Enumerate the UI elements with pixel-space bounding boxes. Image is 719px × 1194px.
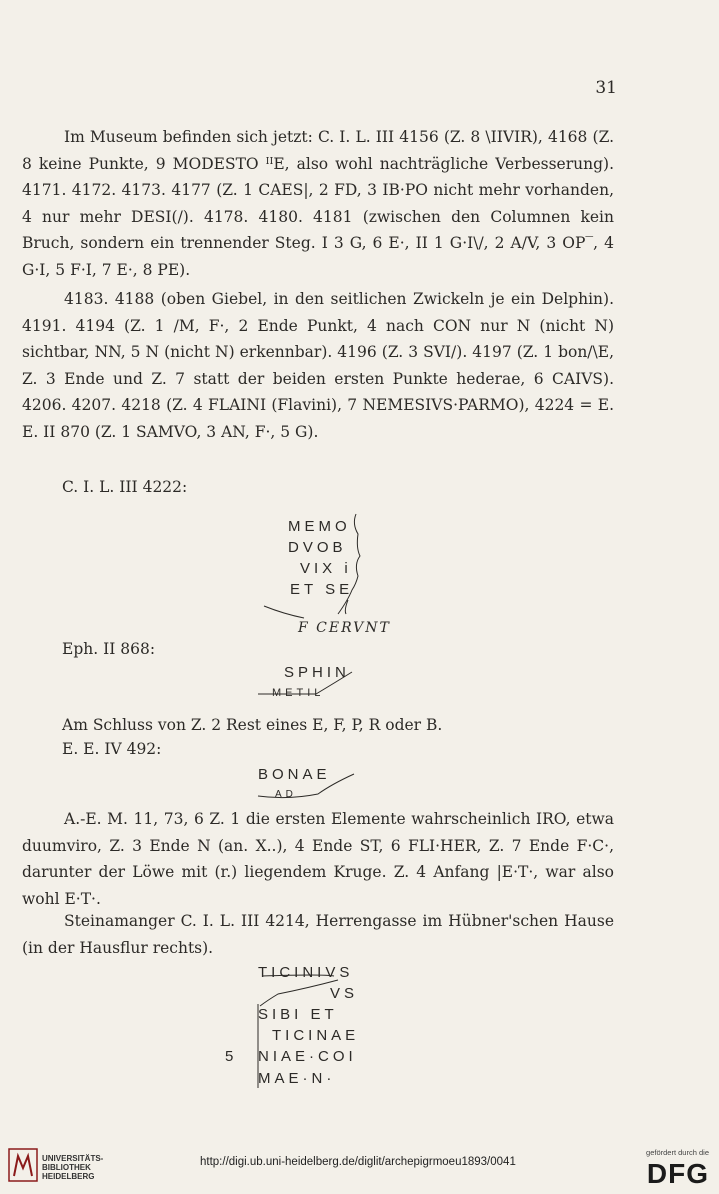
insc4-line: SIBI ET xyxy=(258,1006,338,1023)
dfg-logo: DFG xyxy=(646,1158,709,1189)
insc1-line: MEMO xyxy=(288,518,351,535)
insc1-line: F CERVNT xyxy=(298,620,391,636)
library-name xyxy=(42,1154,103,1181)
insc3-line: AD xyxy=(275,789,297,800)
paragraph-museum: Im Museum befinden sich jetzt: C. I. L. III 4156 (Z. 8 \IIVIR), 4168 (Z. 8 keine Punkte, 9 MODESTO ᴵᴵE, also wohl nachträgliche Verbesserung). 4171. 4172. 4173. 4177 (Z. 1 CAES|, 2 FD, 3 IB·PO nicht mehr vorhanden, 4 nur mehr DESI(/). 4178. 4180. 4181 (zwischen den Columnen kein Bruch, sondern ein trennender Steg. I 3 G, 6 E·, II 1 G·I\/, 2 A/V, 3 OP‾, 4 G·I, 5 F·I, 7 E·, 8 PE). xyxy=(22,128,614,279)
insc4-line-number: 5 xyxy=(225,1048,234,1065)
insc4-line: NIAE·COI xyxy=(258,1048,357,1065)
insc4-line: TICINIVS xyxy=(258,964,354,981)
university-library-logo-icon xyxy=(8,1148,38,1182)
insc2-line: METIL xyxy=(272,687,325,699)
paragraph-4183: 4183. 4188 (oben Giebel, in den seitlichen Zwickeln je ein Delphin). 4191. 4194 (Z. 1 /M, F·, 2 Ende Punkt, 4 nach CON nur N (nicht N) sichtbar, NN, 5 N (nicht N) erkennbar). 4196 (Z. 3 SVI/). 4197 (Z. 1 bon/\E, Z. 3 Ende und Z. 7 statt der beiden ersten Punkte hederae, 6 CAIVS). 4206. 4207. 4218 (Z. 4 FLAINI (Flavini), 7 NEMESIVS·PARMO), 4224 = E. E. II 870 (Z. 1 SAMVO, 3 AN, F·, 5 G). xyxy=(22,290,614,441)
paragraph-steinamanger: Steinamanger C. I. L. III 4214, Herrengasse im Hübner'schen Hause (in der Hausflur rechts). xyxy=(22,912,614,957)
insc1-line: VIX i xyxy=(300,560,352,577)
insc1-line: DVOB xyxy=(288,539,347,556)
ee-label: E. E. IV 492: xyxy=(62,740,162,758)
eph-label: Eph. II 868: xyxy=(62,640,156,658)
insc4-line: TICINAE xyxy=(272,1027,360,1044)
insc4-line: MAE·N· xyxy=(258,1070,336,1087)
cil-label: C. I. L. III 4222: xyxy=(62,478,188,496)
library-name-line: HEIDELBERG xyxy=(42,1172,95,1181)
paragraph-aem: A.-E. M. 11, 73, 6 Z. 1 die ersten Elemente wahrscheinlich IRO, etwa duumviro, Z. 3 Ende N (an. X..), 4 Ende ST, 6 FLI·HER, Z. 7 Ende F·C·, darunter der Löwe mit (r.) liegendem Kruge. Z. 4 Anfang |E·T·, war also wohl E·T·. xyxy=(22,810,614,908)
page-number: 31 xyxy=(595,78,617,98)
footer xyxy=(0,1130,719,1194)
library-name-line: UNIVERSITÄTS- xyxy=(42,1154,104,1163)
am-schluss-line: Am Schluss von Z. 2 Rest eines E, F, P, R oder B. xyxy=(62,716,443,734)
library-name-line: BIBLIOTHEK xyxy=(42,1163,91,1172)
funded-by-text: gefördert durch die xyxy=(646,1148,709,1157)
insc3-line: BONAE xyxy=(258,766,331,783)
source-url[interactable]: http://digi.ub.uni-heidelberg.de/diglit/archepigrmoeu1893/0041 xyxy=(200,1156,516,1168)
insc2-line: SPHIN xyxy=(284,664,350,681)
insc4-line: VS xyxy=(330,985,359,1002)
insc1-line: ET SE xyxy=(290,581,354,598)
